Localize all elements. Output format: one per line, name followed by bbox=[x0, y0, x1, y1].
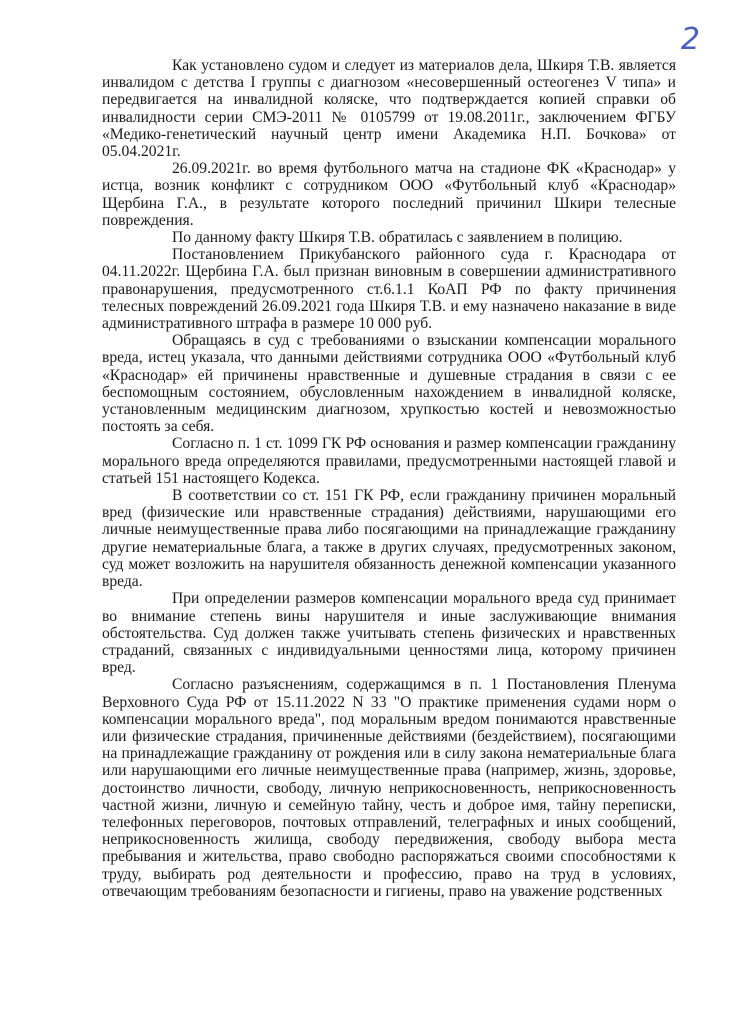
paragraph-court-ruling: Постановлением Прикубанского районного суда г. Краснодара от 04.11.2022г. Щербина Г.А. был признан виновным в совершении административного правонарушения, предусмотренного ст.6.1.1 КоАП РФ по факту причинения телесных повреждений 26.09.2021 года Шкиря Т.В. и ему назначено наказание в виде административного штрафа в размере 10 000 руб. bbox=[102, 246, 676, 333]
paragraph-article-151: В соответствии со ст. 151 ГК РФ, если гражданину причинен моральный вред (физические или нравственные страдания) действиями, нарушающими его личные неимущественные права либо посягающими на принадлежащие гражданину другие нематериальные блага, а также в других случаях, предусмотренных законом, суд может возложить на нарушителя обязанность денежной компенсации указанного вреда. bbox=[102, 487, 676, 591]
paragraph-compensation-size: При определении размеров компенсации морального вреда суд принимает во внимание степень вины нарушителя и иные заслуживающие внимания обстоятельства. Суд должен также учитывать степень физических и нравственных страданий, связанных с индивидуальными ценностями лица, которому причинен вред. bbox=[102, 590, 676, 677]
paragraph-plenum-explanations: Согласно разъяснениям, содержащимся в п. 1 Постановления Пленума Верховного Суда РФ от 15.11.2022 N 33 "О практике применения судами норм о компенсации морального вреда", под моральным вредом понимаются нравственные или физические страдания, причиненные действиями (бездействием), посягающими на принадлежащие гражданину от рождения или в силу закона нематериальные блага или нарушающими его личные неимущественные права (например, жизнь, здоровье, достоинство личности, свободу, личную неприкосновенность, неприкосновенность частной жизни, личную и семейную тайну, честь и доброе имя, тайну переписки, телефонных переговоров, почтовых отправлений, телеграфных и иных сообщений, неприкосновенность жилища, свободу передвижения, свободу выбора места пребывания и жительства, право свободно распоряжаться своими способностями к труду, выбирать род деятельности и профессию, право на труд в условиях, отвечающим требованиям безопасности и гигиены, право на уважение родственных bbox=[102, 676, 676, 900]
paragraph-established-facts: Как установлено судом и следует из материалов дела, Шкиря Т.В. является инвалидом с детства I группы с диагнозом «несовершенный остеогенез V типа» и передвигается на инвалидной коляске, что подтверждается копией справки об инвалидности серии СМЭ-2011 № 0105799 от 19.08.2011г., заключением ФГБУ «Медико-генетический научный центр имени Академика Н.П. Бочкова» от 05.04.2021г. bbox=[102, 57, 676, 161]
page-number: 2 bbox=[680, 22, 700, 57]
paragraph-article-1099: Согласно п. 1 ст. 1099 ГК РФ основания и размер компенсации гражданину морального вреда определяются правилами, предусмотренными настоящей главой и статьей 151 настоящего Кодекса. bbox=[102, 435, 676, 487]
paragraph-conflict: 26.09.2021г. во время футбольного матча на стадионе ФК «Краснодар» у истца, возник конфликт с сотрудником ООО «Футбольный клуб «Краснодар» Щербина Г.А., в результате которого последний причинил Шкири телесные повреждения. bbox=[102, 160, 676, 229]
document-body bbox=[102, 57, 676, 900]
paragraph-claim: Обращаясь в суд с требованиями о взыскании компенсации морального вреда, истец указала, что данными действиями сотрудника ООО «Футбольный клуб «Краснодар» ей причинены нравственные и душевные страдания в связи с ее беспомощным состоянием, обусловленным нахождением в инвалидной коляске, установленным медицинским диагнозом, хрупкостью костей и невозможностью постоять за себя. bbox=[102, 332, 676, 436]
paragraph-police-report: По данному факту Шкиря Т.В. обратилась с заявлением в полицию. bbox=[172, 229, 623, 247]
